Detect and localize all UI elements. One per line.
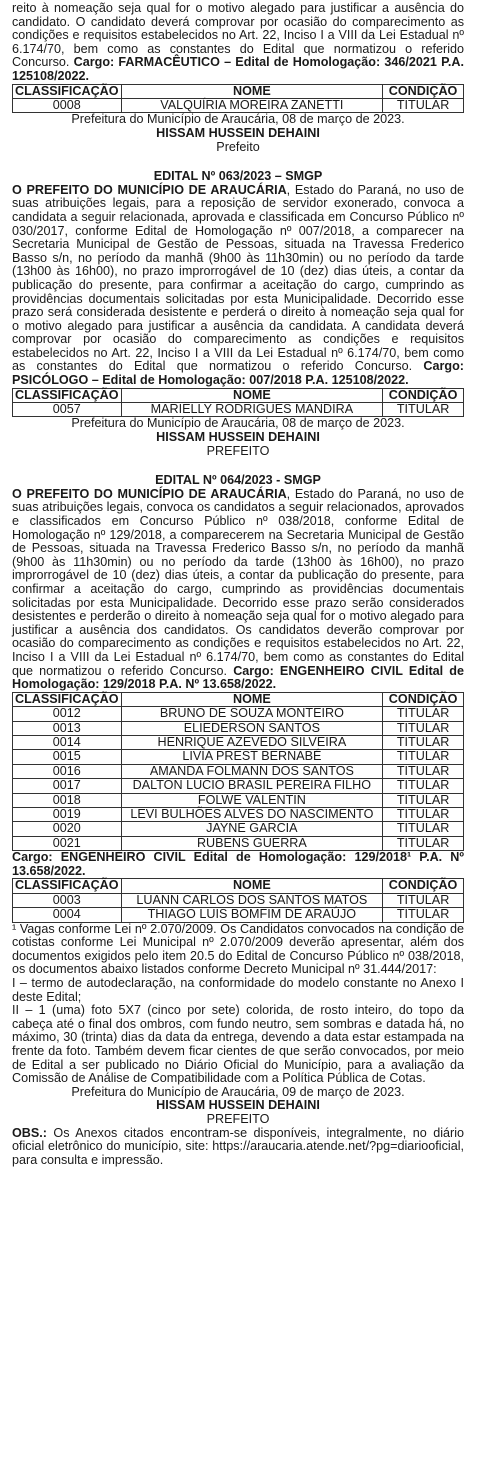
cell-nome: LUANN CARLOS DOS SANTOS MATOS xyxy=(121,893,383,907)
cell-condicao: TITULAR xyxy=(383,707,464,721)
signer-name: HISSAM HUSSEIN DEHAINI xyxy=(156,125,320,140)
cell-classificacao: 0018 xyxy=(13,793,122,807)
col-condicao: CONDIÇÃO xyxy=(383,84,464,98)
edital-064-paragraph: O PREFEITO DO MUNICÍPIO DE ARAUCÁRIA, Estado do Paraná, no uso de suas atribuições legais, convoca os candidatos a seguir relacionados, aprovados e classificados em Concurso Público nº 038/2018, conforme Edital de Homologação nº 129/2018, a comparecerem na Secretaria Municipal de Gestão de Pessoas, situada na Travessa Frederico Basso s/n, no período da manhã (9h00 às 11h30min) ou no período da tarde (13h00 às 16h00), no prazo improrrogável de 10 (dez) dias úteis, a contar da publicação do presente, para confirmar a aceitação do cargo, cumprindo as providências documentais solicitadas por esta Municipalidade. Decorrido esse prazo serão considerados desistentes e perderão o direito à nomeação seja qual for o motivo alegado para justificar a ausência dos candidatos. Os candidatos deverão comprovar por ocasião do comparecimento as condições e requisitos estabelecidos no Art. 22, Inciso I a VIII da Lei Estadual nº 6.174/70, bem como as constantes do Edital que normatizou o referido Concurso. Cargo: ENGENHEIRO CIVIL Edital de Homologação: 129/2018 P.A. Nº 13.658/2022. xyxy=(12,486,464,692)
table-row xyxy=(13,908,464,922)
requirement-item-2: II – 1 (uma) foto 5X7 (cinco por sete) colorida, de rosto inteiro, do topo da cabeça até o final dos ombros, com fundo neutro, sem sombras e datada há, no máximo, 30 (trinta) dias da data da entrega, devendo a data estar estampada na frente da foto. Também devem ficar cientes de que serão convocados, por meio de Edital a ser publicado no Diário Oficial do Município, para a avaliação da Comissão de Análise de Compatibilidade com a Política Pública de Cotas. xyxy=(12,1003,464,1086)
cell-nome: AMANDA FOLMANN DOS SANTOS xyxy=(121,764,383,778)
cell-classificacao: 0003 xyxy=(13,893,122,907)
edital-063-paragraph: O PREFEITO DO MUNICÍPIO DE ARAUCÁRIA, Estado do Paraná, no uso de suas atribuições legais, para a reposição de servidor exonerado, convoca a candidata a seguir relacionada, aprovada e classificada em Concurso Público nº 030/2017, conforme Edital de Homologação nº 007/2018, a comparecer na Secretaria Municipal de Gestão de Pessoas, situada na Travessa Frederico Basso s/n, no período da manhã (9h00 às 11h30min) ou no período da tarde (13h00 às 16h00), no prazo improrrogável de 10 (dez) dias úteis, a contar da publicação do presente, para confirmar a aceitação do cargo, cumprindo as providências documentais solicitadas por esta Municipalidade. Decorrido esse prazo será considerada desistente e perderá o direito à nomeação seja qual for o motivo alegado para justificar a ausência da candidata. A candidata deverá comprovar por ocasião do comparecimento as condições e requisitos estabelecidos no Art. 22, Inciso I a VIII da Lei Estadual nº 6.174/70, bem como as constantes do Edital que normatizou o referido Concurso. Cargo: PSICÓLOGO – Edital de Homologação: 007/2018 P.A. 125108/2022. xyxy=(12,182,465,388)
edital-063-table xyxy=(12,388,464,418)
edital-063-cargo: Cargo: PSICÓLOGO – Edital de Homologação: 007/2018 P.A. 125108/2022. xyxy=(12,359,465,388)
cell-nome: LEVI BULHÕES ALVES DO NASCIMENTO xyxy=(121,808,383,822)
cell-condicao: TITULAR xyxy=(383,836,464,850)
cell-nome: MARIELLY RODRIGUES MANDIRA xyxy=(121,403,383,417)
col-nome: NOME xyxy=(121,388,383,402)
cell-nome: THIAGO LUIS BOMFIM DE ARAÚJO xyxy=(121,908,383,922)
cell-condicao: TITULAR xyxy=(383,908,464,922)
cell-condicao: TITULAR xyxy=(383,893,464,907)
col-classificacao: CLASSIFICAÇÃO xyxy=(13,84,122,98)
cell-classificacao: 0057 xyxy=(13,403,122,417)
place-date: Prefeitura do Município de Araucária, 08 de março de 2023. xyxy=(71,416,405,431)
cell-nome: FOLWE VALENTIN xyxy=(121,793,383,807)
cell-classificacao: 0016 xyxy=(13,764,122,778)
col-condicao: CONDIÇÃO xyxy=(383,692,464,706)
cell-nome: LIVIA PREST BERNABÉ xyxy=(121,750,383,764)
table-row xyxy=(13,779,464,793)
table-row xyxy=(13,793,464,807)
signer-role: PREFEITO xyxy=(206,443,270,458)
intro-cargo: Cargo: FARMACÊUTICO – Edital de Homologação: 346/2021 P.A. 125108/2022. xyxy=(12,55,464,83)
cell-condicao: TITULAR xyxy=(383,764,464,778)
cell-classificacao: 0008 xyxy=(13,98,122,112)
col-nome: NOME xyxy=(121,879,383,893)
cell-classificacao: 0004 xyxy=(13,908,122,922)
cell-classificacao: 0021 xyxy=(13,836,122,850)
edital-064-cargo-cotas: Cargo: ENGENHEIRO CIVIL Edital de Homologação: 129/2018¹ P.A. Nº 13.658/2022. xyxy=(12,850,464,878)
col-condicao: CONDIÇÃO xyxy=(383,879,464,893)
cell-nome: BRUNO DE SOUZA MONTEIRO xyxy=(121,707,383,721)
requirement-item-1: I – termo de autodeclaração, na conformidade do modelo constante no Anexo I deste Edital; xyxy=(12,976,464,1004)
intro-table xyxy=(12,84,464,114)
edital-064-cargo: Cargo: ENGENHEIRO CIVIL Edital de Homologação: 129/2018 P.A. Nº 13.658/2022. xyxy=(12,663,464,692)
signer-name: HISSAM HUSSEIN DEHAINI xyxy=(156,1098,320,1113)
cell-nome: ELIEDERSON SANTOS xyxy=(121,721,383,735)
cell-classificacao: 0017 xyxy=(13,779,122,793)
edital-063-title: EDITAL Nº 063/2023 – SMGP xyxy=(153,169,323,184)
col-nome: NOME xyxy=(121,84,383,98)
table-row xyxy=(13,836,464,850)
cell-nome: RUBENS GUERRA xyxy=(121,836,383,850)
table-row xyxy=(13,403,464,417)
cell-nome: HENRIQUE AZEVEDO SILVEIRA xyxy=(121,735,383,749)
cell-condicao: TITULAR xyxy=(383,808,464,822)
cell-classificacao: 0013 xyxy=(13,721,122,735)
footnote: ¹ Vagas conforme Lei nº 2.070/2009. Os Candidatos convocados na condição de cotistas conforme Lei Municipal nº 2.070/2009 deverão apresentar, além dos documentos exigidos pelo item 20.5 do Edital de Concurso Público nº 038/2018, os documentos abaixo listados conforme Decreto Municipal nº 31.444/2017: xyxy=(12,921,464,977)
table-row xyxy=(13,764,464,778)
cell-classificacao: 0020 xyxy=(13,822,122,836)
col-classificacao: CLASSIFICAÇÃO xyxy=(13,879,122,893)
cell-condicao: TITULAR xyxy=(383,735,464,749)
cell-condicao: TITULAR xyxy=(383,403,464,417)
table-row xyxy=(13,721,464,735)
cell-classificacao: 0019 xyxy=(13,808,122,822)
cell-condicao: TITULAR xyxy=(383,779,464,793)
edital-064-table-2 xyxy=(12,878,464,922)
cell-condicao: TITULAR xyxy=(383,822,464,836)
obs-note xyxy=(12,1127,464,1168)
edital-064-title: EDITAL Nº 064/2023 - SMGP xyxy=(155,473,321,488)
table-row xyxy=(13,750,464,764)
cell-nome: JAYNE GARCIA xyxy=(121,822,383,836)
cell-classificacao: 0014 xyxy=(13,735,122,749)
table-row xyxy=(13,98,464,112)
col-condicao: CONDIÇÃO xyxy=(383,388,464,402)
signer-role: PREFEITO xyxy=(206,1111,270,1126)
edital-064-table-1 xyxy=(12,692,464,851)
cell-condicao: TITULAR xyxy=(383,793,464,807)
table-row xyxy=(13,735,464,749)
place-date: Prefeitura do Município de Araucária, 08 de março de 2023. xyxy=(71,112,405,127)
cell-classificacao: 0015 xyxy=(13,750,122,764)
cell-condicao: TITULAR xyxy=(383,98,464,112)
cell-nome: VALQUÍRIA MOREIRA ZANETTI xyxy=(121,98,383,112)
col-classificacao: CLASSIFICAÇÃO xyxy=(13,692,122,706)
obs-text: Os Anexos citados encontram-se disponíveis, integralmente, no diário oficial eletrônico do município, site: https://araucaria.atende.net/?pg=diariooficial, para consulta e impressão. xyxy=(12,1125,464,1167)
col-nome: NOME xyxy=(121,692,383,706)
signer-role: Prefeito xyxy=(216,139,260,154)
cell-nome: DALTON LUCIO BRASIL PEREIRA FILHO xyxy=(121,779,383,793)
cell-condicao: TITULAR xyxy=(383,721,464,735)
signer-name: HISSAM HUSSEIN DEHAINI xyxy=(156,430,320,445)
cell-condicao: TITULAR xyxy=(383,750,464,764)
table-row xyxy=(13,707,464,721)
table-row xyxy=(13,893,464,907)
obs-label: OBS.: xyxy=(12,1125,47,1140)
table-row xyxy=(13,822,464,836)
col-classificacao: CLASSIFICAÇÃO xyxy=(13,388,122,402)
table-row xyxy=(13,808,464,822)
intro-paragraph: reito à nomeação seja qual for o motivo alegado para justificar a ausência do candidato. O candidato deverá comprovar por ocasião do comparecimento as condições e requisitos estabelecidos no Art. 22, Inciso I a VIII da Lei Estadual nº 6.174/70, bem como as constantes do Edital que normatizou o referido Concurso. Cargo: FARMACÊUTICO – Edital de Homologação: 346/2021 P.A. 125108/2022. xyxy=(12,1,464,83)
place-date: Prefeitura do Município de Araucária, 09 de março de 2023. xyxy=(71,1084,405,1099)
cell-classificacao: 0012 xyxy=(13,707,122,721)
